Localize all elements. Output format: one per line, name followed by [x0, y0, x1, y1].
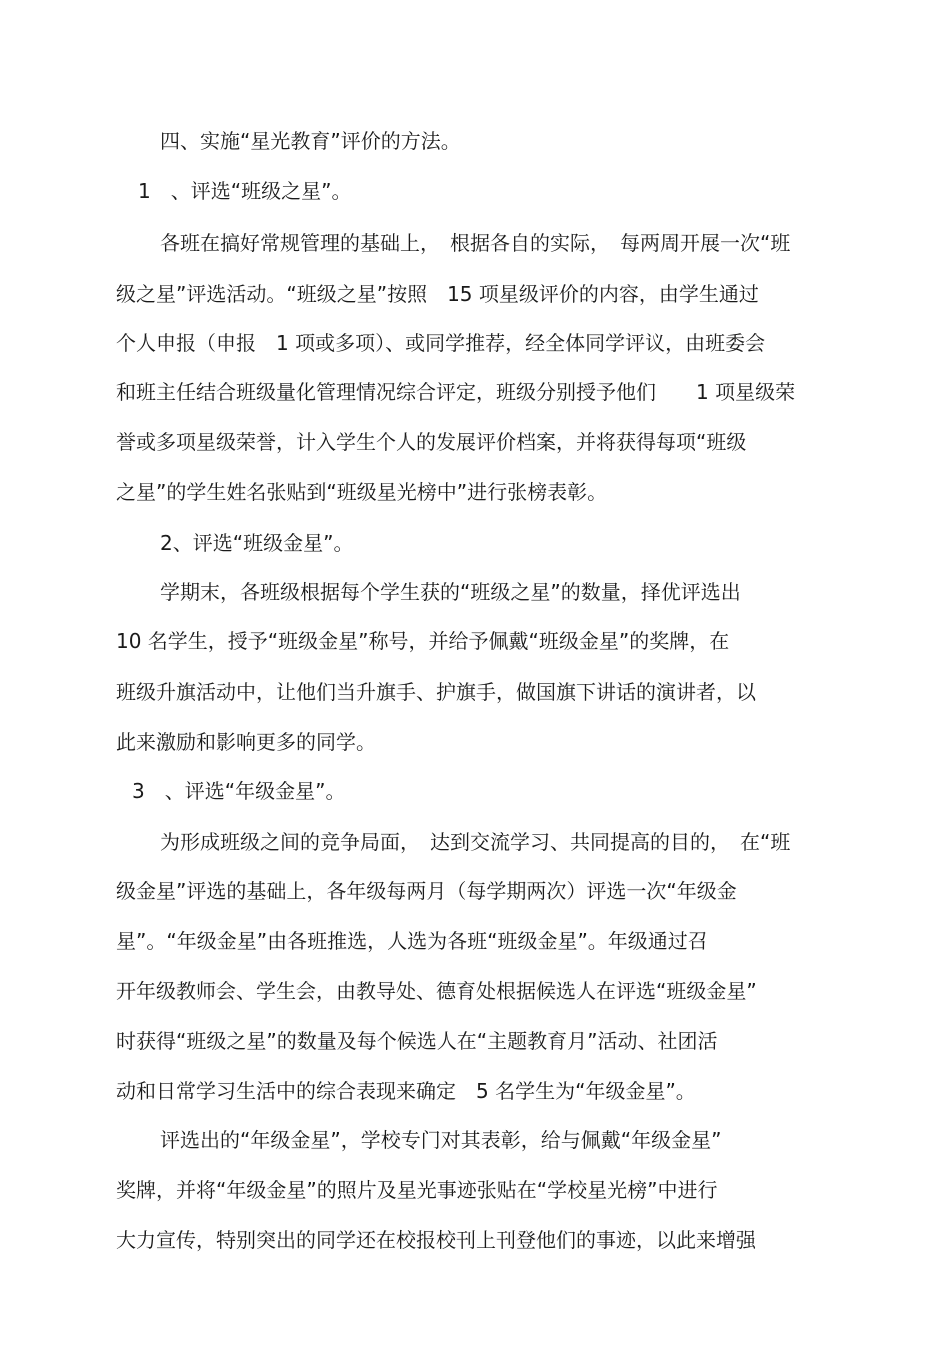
paragraph-line: 动和日常学习生活中的综合表现来确定 5 名学生为“年级金星”。 — [116, 1079, 696, 1103]
paragraph-line: 为形成班级之间的竞争局面， 达到交流学习、共同提高的目的， 在“班 — [160, 830, 791, 854]
paragraph-line: 星”。“年级金星”由各班推选，人选为各班“班级金星”。年级通过召 — [116, 929, 708, 953]
subsection-heading: 1 、评选“班级之星”。 — [138, 179, 352, 203]
paragraph-line: 10 名学生，授予“班级金星”称号，并给予佩戴“班级金星”的奖牌，在 — [116, 629, 730, 653]
paragraph-line: 之星”的学生姓名张贴到“班级星光榜中”进行张榜表彰。 — [116, 480, 608, 504]
paragraph-line: 评选出的“年级金星”，学校专门对其表彰，给与佩戴“年级金星” — [160, 1128, 722, 1152]
paragraph-line: 奖牌，并将“年级金星”的照片及星光事迹张贴在“学校星光榜”中进行 — [116, 1178, 718, 1202]
paragraph-line: 级金星”评选的基础上，各年级每两月（每学期两次）评选一次“年级金 — [116, 879, 737, 903]
paragraph-line: 各班在搞好常规管理的基础上， 根据各自的实际， 每两周开展一次“班 — [160, 231, 791, 255]
paragraph-line: 此来激励和影响更多的同学。 — [116, 730, 376, 754]
subsection-heading: 2、评选“班级金星”。 — [160, 531, 354, 555]
section-heading: 四、实施“星光教育”评价的方法。 — [160, 129, 461, 153]
paragraph-line: 开年级教师会、学生会，由教导处、德育处根据候选人在评选“班级金星” — [116, 979, 757, 1003]
subsection-heading: 3 、评选“年级金星”。 — [132, 779, 346, 803]
paragraph-line: 学期末，各班级根据每个学生获的“班级之星”的数量，择优评选出 — [160, 580, 741, 604]
paragraph-line: 时获得“班级之星”的数量及每个候选人在“主题教育月”活动、社团活 — [116, 1029, 718, 1053]
paragraph-line: 和班主任结合班级量化管理情况综合评定，班级分别授予他们 1 项星级荣 — [116, 380, 796, 404]
paragraph-line: 级之星”评选活动。“班级之星”按照 15 项星级评价的内容，由学生通过 — [116, 282, 759, 306]
paragraph-line: 大力宣传，特别突出的同学还在校报校刊上刊登他们的事迹，以此来增强 — [116, 1228, 756, 1252]
paragraph-line: 誉或多项星级荣誉，计入学生个人的发展评价档案，并将获得每项“班级 — [116, 430, 747, 454]
paragraph-line: 个人申报（申报 1 项或多项）、或同学推荐，经全体同学评议，由班委会 — [116, 331, 766, 355]
paragraph-line: 班级升旗活动中，让他们当升旗手、护旗手，做国旗下讲话的演讲者，以 — [116, 680, 756, 704]
